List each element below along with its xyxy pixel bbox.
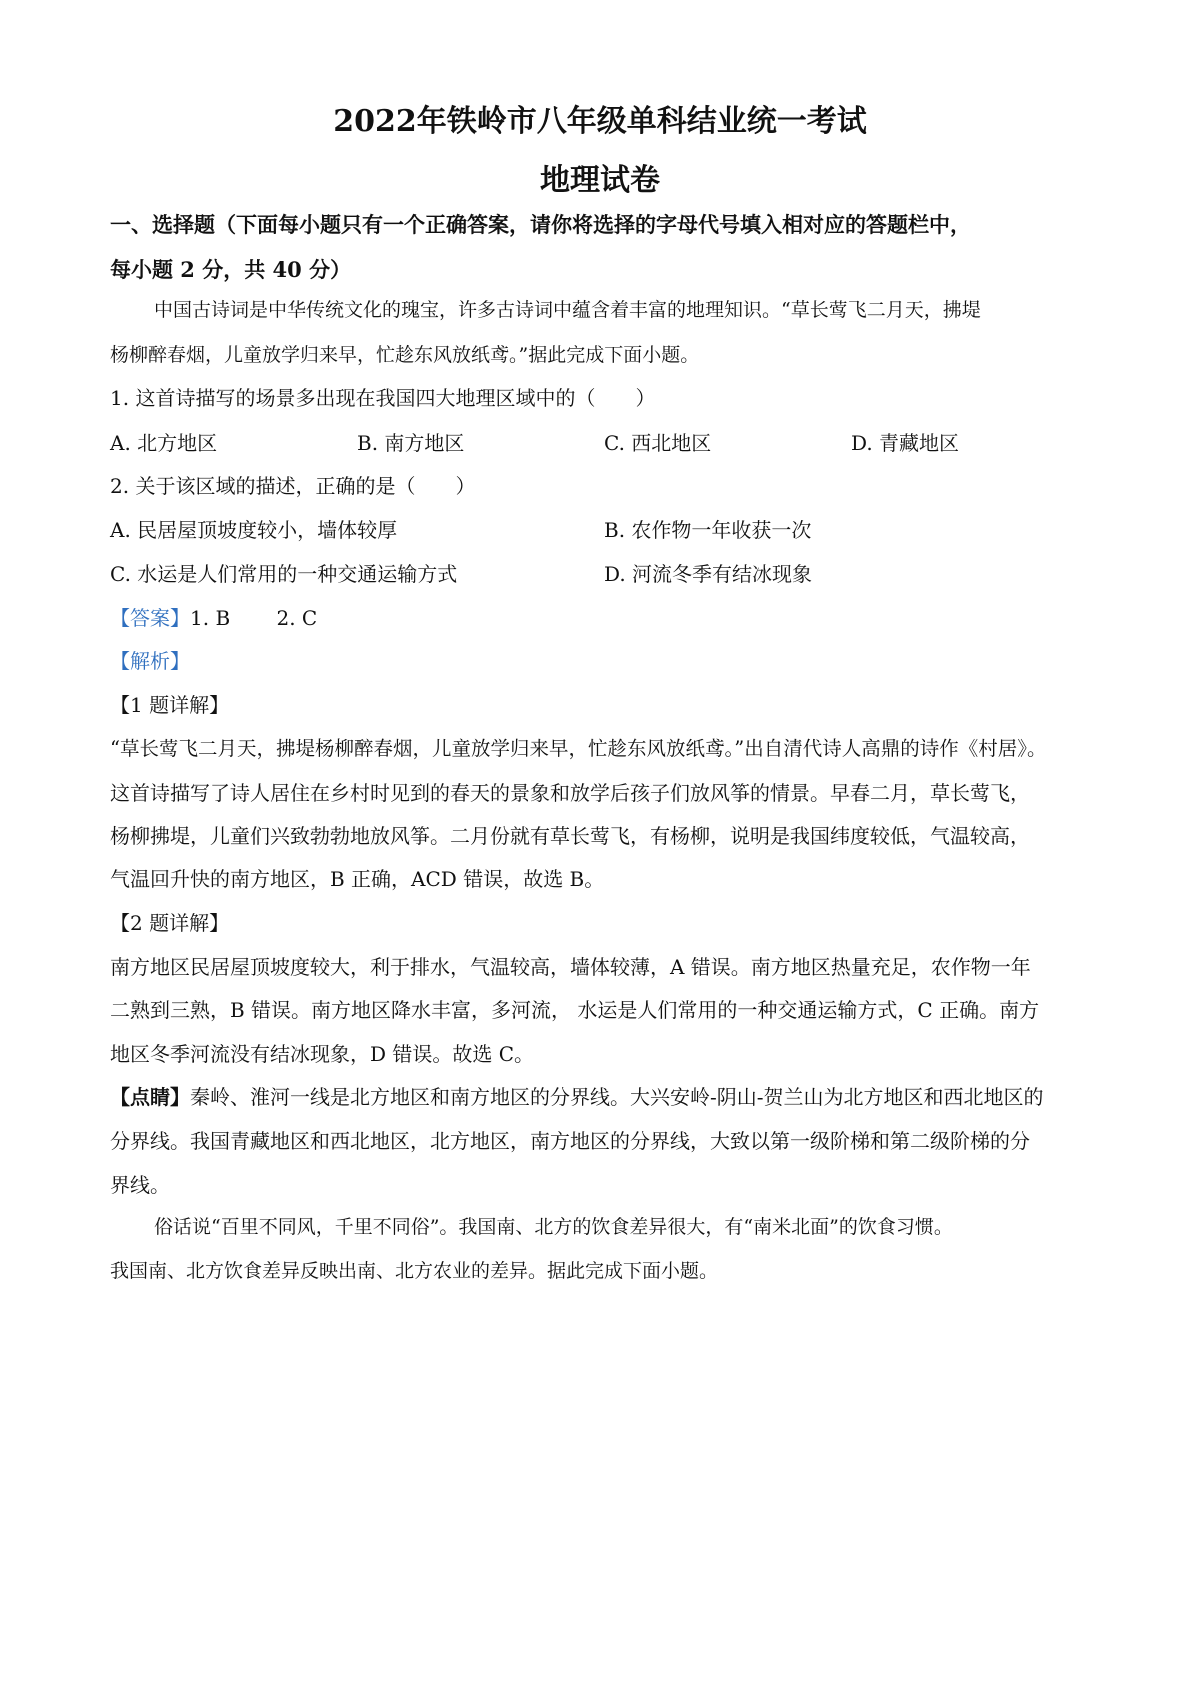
passage1-line2: 杨柳醉春烟，儿童放学归来早，忙趁东风放纸鸢。”据此完成下面小题。	[110, 344, 700, 366]
question-1-option-c: C. 西北地区	[604, 431, 712, 455]
detail-2-line2: 二熟到三熟，B 错误。南方地区降水丰富，多河流， 水运是人们常用的一种交通运输方式，C 正确。南方	[110, 998, 1040, 1022]
passage2-line1: 俗话说“百里不同风，千里不同俗”。我国南、北方的饮食差异很大，有“南米北面”的饮食习惯。	[154, 1216, 953, 1238]
passage2-line2: 我国南、北方饮食差异反映出南、北方农业的差异。据此完成下面小题。	[110, 1260, 719, 1282]
question-1-option-a: A. 北方地区	[110, 431, 218, 455]
note-text-line1: 秦岭、淮河一线是北方地区和南方地区的分界线。大兴安岭-阴山-贺兰山为北方地区和西北地区的	[190, 1085, 1044, 1109]
section-heading-line1: 一、选择题（下面每小题只有一个正确答案，请你将选择的字母代号填入相对应的答题栏中，	[110, 212, 971, 237]
section-heading-line2: 每小题 2 分，共 40 分）	[110, 257, 352, 282]
detail-2-label: 【2 题详解】	[110, 911, 230, 935]
detail-1-line4: 气温回升快的南方地区，B 正确，ACD 错误，故选 B。	[110, 867, 605, 891]
question-2-option-a: A. 民居屋顶坡度较小，墙体较厚	[110, 518, 398, 542]
exam-title: 2022年铁岭市八年级单科结业统一考试	[333, 104, 867, 139]
note-line2: 分界线。我国青藏地区和西北地区，北方地区，南方地区的分界线，大致以第一级阶梯和第二级阶梯的分	[110, 1129, 1030, 1153]
answer-line	[110, 605, 317, 631]
note-line1	[110, 1084, 1044, 1110]
answer-label: 【答案】	[110, 606, 190, 630]
question-1-option-b: B. 南方地区	[357, 431, 465, 455]
detail-1-line2: 这首诗描写了诗人居住在乡村时见到的春天的景象和放学后孩子们放风筝的情景。早春二月，草长莺飞，	[110, 781, 1030, 805]
detail-2-line3: 地区冬季河流没有结冰现象，D 错误。故选 C。	[110, 1042, 535, 1066]
answer-text: 1. B 2. C	[190, 606, 318, 630]
question-2-stem: 2. 关于该区域的描述，正确的是（ ）	[110, 474, 476, 498]
question-1-stem: 1. 这首诗描写的场景多出现在我国四大地理区域中的（ ）	[110, 386, 656, 410]
exam-subtitle: 地理试卷	[540, 163, 660, 198]
detail-2-line1: 南方地区民居屋顶坡度较大，利于排水，气温较高，墙体较薄，A 错误。南方地区热量充足，农作物一年	[110, 955, 1031, 979]
question-1-option-d: D. 青藏地区	[851, 431, 960, 455]
detail-1-line3: 杨柳拂堤，儿童们兴致勃勃地放风筝。二月份就有草长莺飞，有杨柳，说明是我国纬度较低，气温较高，	[110, 824, 1030, 848]
passage1-line1: 中国古诗词是中华传统文化的瑰宝，许多古诗词中蕴含着丰富的地理知识。“草长莺飞二月天，拂堤	[154, 299, 981, 321]
question-2-option-d: D. 河流冬季有结冰现象	[604, 562, 813, 586]
note-label: 【点睛】	[110, 1085, 190, 1109]
question-2-option-c: C. 水运是人们常用的一种交通运输方式	[110, 562, 458, 586]
detail-1-line1: “草长莺飞二月天，拂堤杨柳醉春烟，儿童放学归来早，忙趁东风放纸鸢。”出自清代诗人高鼎的诗作《村居》。	[110, 737, 1047, 760]
detail-1-label: 【1 题详解】	[110, 693, 230, 717]
note-line3: 界线。	[110, 1173, 170, 1197]
analysis-label: 【解析】	[110, 649, 190, 673]
question-2-option-b: B. 农作物一年收获一次	[604, 518, 812, 542]
